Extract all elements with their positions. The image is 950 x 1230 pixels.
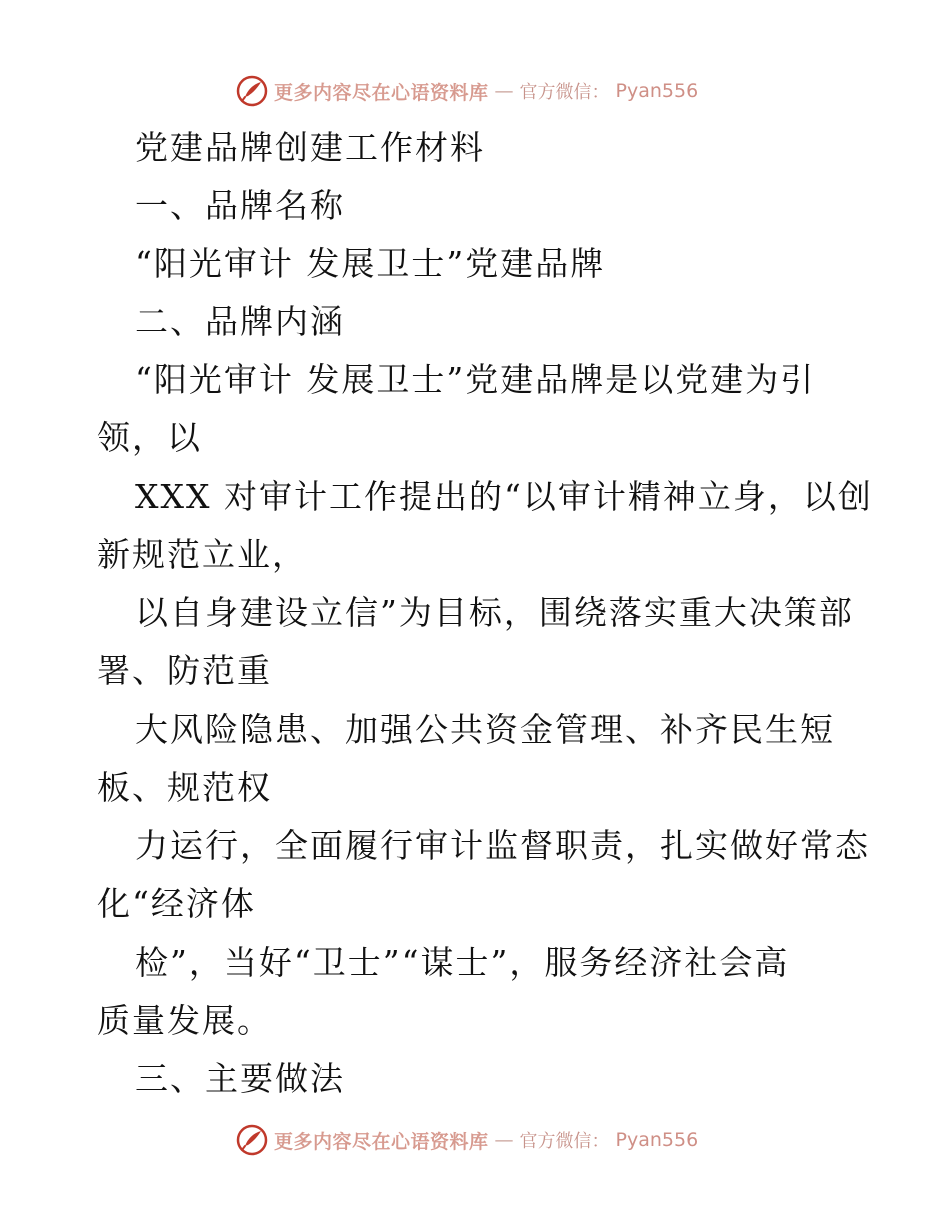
footer-watermark bbox=[236, 1123, 698, 1157]
section-heading-2: 二、品牌内涵 bbox=[135, 302, 345, 341]
section-heading-3: 三、主要做法 bbox=[135, 1059, 345, 1098]
paragraph-line: 化“经济体 bbox=[97, 884, 256, 923]
paragraph-line: 板、规范权 bbox=[97, 768, 272, 807]
paragraph-line: 力运行，全面履行审计监督职责，扎实做好常态 bbox=[135, 826, 870, 865]
paragraph-line: 质量发展。 bbox=[97, 1001, 272, 1040]
watermark-text: 更多内容尽在心语资料库 bbox=[274, 1130, 489, 1153]
watermark-id: Pyan556 bbox=[615, 1129, 699, 1151]
paragraph-line: 以自身建设立信”为目标，围绕落实重大决策部 bbox=[135, 593, 854, 632]
watermark-subtitle: 官方微信： bbox=[519, 1131, 610, 1152]
watermark-id: Pyan556 bbox=[615, 80, 699, 102]
paragraph-line: 署、防范重 bbox=[97, 651, 272, 690]
paragraph-line: “阳光审计 发展卫士”党建品牌是以党建为引 bbox=[135, 360, 816, 399]
paragraph-line: 检”，当好“卫士”“谋士”，服务经济社会高 bbox=[135, 943, 790, 982]
brand-name-line: “阳光审计 发展卫士”党建品牌 bbox=[135, 244, 606, 283]
watermark-separator: — bbox=[494, 1129, 514, 1151]
paragraph-line: 大风险隐患、加强公共资金管理、补齐民生短 bbox=[135, 710, 835, 749]
watermark-separator: — bbox=[494, 80, 514, 102]
watermark-subtitle: 官方微信： bbox=[519, 82, 610, 103]
paragraph-line: XXX 对审计工作提出的“以审计精神立身，以创 bbox=[135, 477, 873, 516]
paragraph-line: 新规范立业， bbox=[97, 535, 307, 574]
section-heading-1: 一、品牌名称 bbox=[135, 186, 345, 225]
watermark-text: 更多内容尽在心语资料库 bbox=[274, 81, 489, 104]
document-title: 党建品牌创建工作材料 bbox=[135, 128, 485, 167]
paragraph-line: 领，以 bbox=[97, 418, 202, 457]
quill-logo-icon bbox=[236, 1124, 268, 1156]
